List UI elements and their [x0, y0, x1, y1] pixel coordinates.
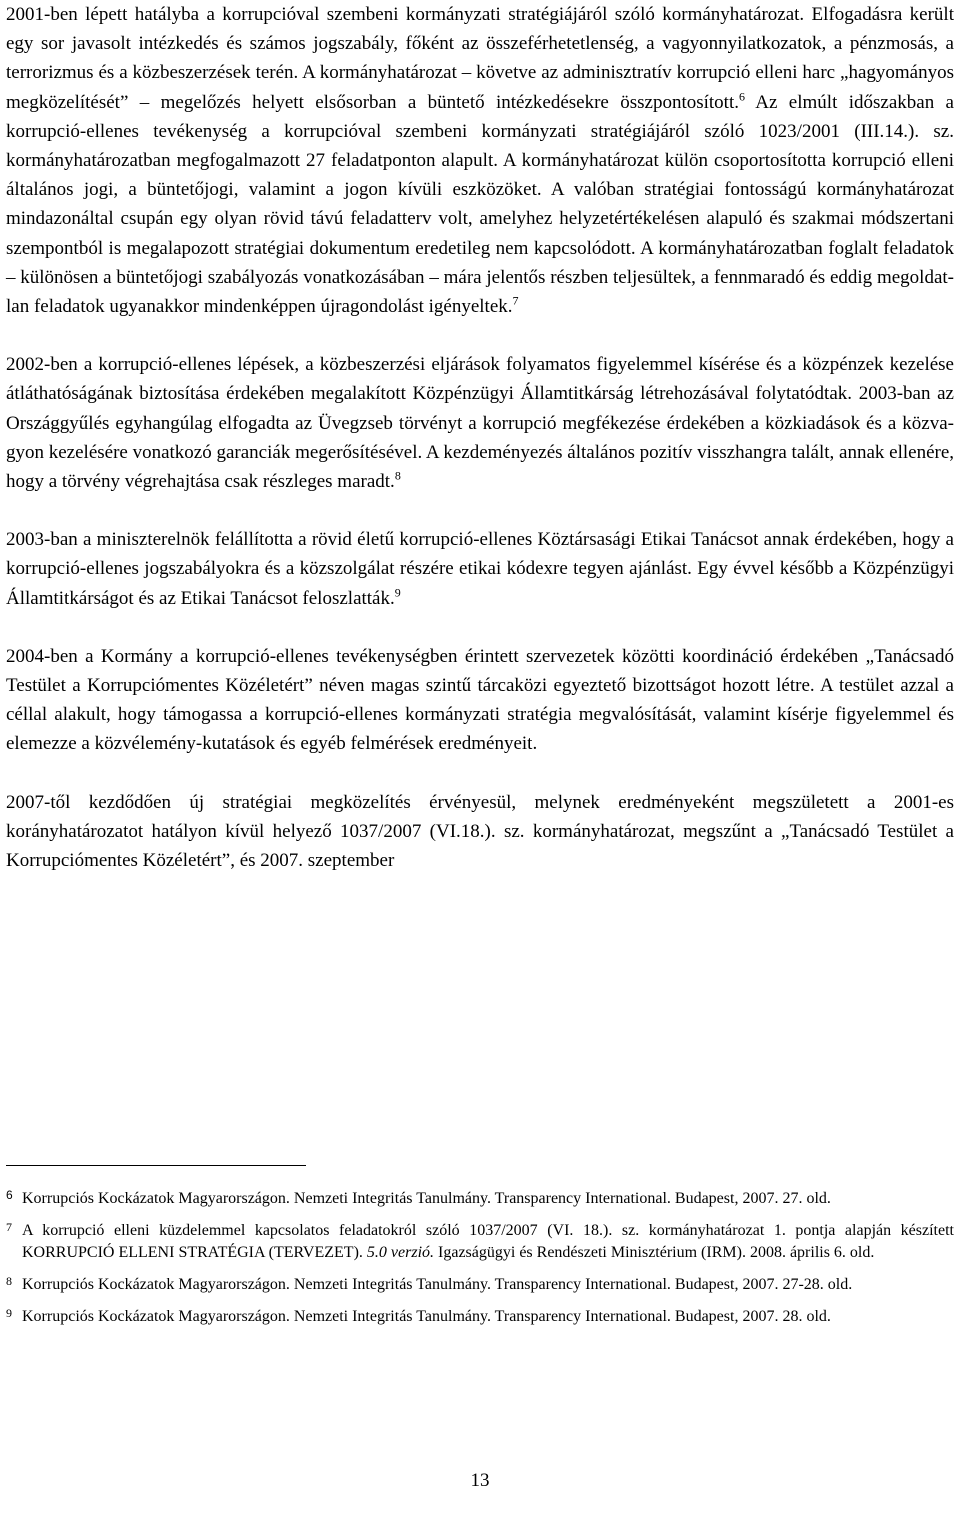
paragraph-4	[6, 642, 954, 759]
footnote-text: Korrupciós Kockázatok Magyarországon. Nemzeti Integritás Tanulmány. Transparency International. Budapest, 2007. 28. old.	[22, 1308, 831, 1325]
paragraph-2	[6, 350, 954, 496]
footnote-text: Igazságügyi és Rendészeti Minisztérium (IRM). 2008. április 6. old.	[434, 1244, 875, 1261]
paragraph-text: 2004-ben a Kormány a korrupció-ellenes tevékenységben érintett szervezetek közötti koordináció érdekében „Tanácsadó Testület a Korrupciómentes Közéletért” néven magas szintű tárcaközi egyeztető bizottságot hozott létre. A testület azzal a céllal alakult, hogy támogassa a korrupció-ellenes kormányzati stratégia megvalósítását, valamint kísérje figyelemmel és elemezze a közvélemény-kutatások és egyéb felmérések eredményeit.	[6, 645, 954, 755]
footnote-7	[6, 1220, 954, 1264]
footnote-8	[6, 1274, 954, 1296]
body-text	[6, 0, 954, 875]
paragraph-text: Az elmúlt időszakban a korrupció-ellenes tevékenység a korrupcióval szembeni kormányzati stratégiájáról szóló 1023/2001 (III.14.). sz. kormányhatározatban megfogalmazott 27 feladatponton alapult. A kormányhatározat külön csoportosította korrupció elleni általános jogi, a büntetőjogi, valamint a jogon kívüli eszközöket. A valóban stratégiai fontosságú kormányhatározat mindazonáltal csupán egy olyan rövid távú feladatterv volt, amelyhez helyzetértékelésen alapuló és szakmai módszertani szempontból is megalapozott stratégiai dokumentum eredetileg nem kapcsolódott. A kormányhatározatban foglalt feladatok – különösen a büntetőjogi szabályozás vonatkozásában – mára jelentős részben teljesültek, a fennmaradó és eddig megoldatlan feladatok ugyanakkor mindenképpen újragondolást igényeltek.	[6, 91, 954, 318]
paragraph-text: 2007-től kezdődően új stratégiai megközelítés érvényesül, melynek eredményeként megszületett a 2001-es korányhatározatot hatályon kívül helyező 1037/2007 (VI.18.). sz. kormányhatározat, megszűnt a „Tanácsadó Testület a Korrupciómentes Közéletért”, és 2007. szeptember	[6, 791, 954, 872]
paragraph-3	[6, 525, 954, 613]
footnote-number: 6	[6, 1188, 13, 1202]
paragraph-text: 2002-ben a korrupció-ellenes lépések, a közbeszerzési eljárások folyamatos figyelemmel kísérése és a közpénzek kezelése átláthatóságának biztosítása érdekében megalakított Közpénzügyi Államtitkárság létrehozásával folytatódtak. 2003-ban az Országgyűlés egyhangúlag elfogadta az Üvegzseb törvényt a korrupció megfékezése érdekében a közkiadások és a közvagyon kezelésére vonatkozó garanciák megerősítésével. A kezdeményezés általános pozitív visszhangra talált, annak ellenére, hogy a törvény végrehajtása csak részleges maradt.	[6, 354, 955, 493]
paragraph-5	[6, 788, 954, 876]
footnote-text: Korrupciós Kockázatok Magyarországon. Nemzeti Integritás Tanulmány. Transparency International. Budapest, 2007. 27-28. old.	[22, 1276, 853, 1293]
footnote-number: 9	[6, 1306, 12, 1320]
page-number: 13	[470, 1470, 490, 1491]
footnote-ref-7[interactable]: 7	[512, 293, 519, 308]
footnote-6	[6, 1188, 954, 1210]
paragraph-1	[6, 0, 954, 321]
footnote-text: Korrupciós Kockázatok Magyarországon. Nemzeti Integritás Tanulmány. Transparency International. Budapest, 2007. 27. old.	[22, 1190, 831, 1207]
footnote-number: 7	[6, 1220, 12, 1234]
footnote-ref-6[interactable]: 6	[738, 89, 745, 104]
paragraph-text: 2003-ban a miniszterelnök felállította a rövid életű korrupció-ellenes Köztársasági Etikai Tanácsot annak érdekében, hogy a korrupció-ellenes jogszabályokra és a közszolgálat részére etikai kódexre tegyen ajánlást. Egy évvel később a Közpénzügyi Államtitkárságot és az Etikai Tanácsot feloszlatták.	[6, 529, 954, 609]
footnote-ref-8[interactable]: 8	[394, 468, 401, 483]
footnote-number: 8	[6, 1274, 12, 1288]
footnote-italic-text: 5.0 verzió.	[366, 1244, 435, 1261]
footnote-divider	[6, 1165, 306, 1166]
paragraph-text: 2001-ben lépett hatályba a korrupcióval szembeni kormányzati stratégiájáról szóló kormányhatározat. Elfogadásra került egy sor javasolt intézkedés és számos jogszabály, főként az összeférhetetlenség, a vagyonnyilatkozatok, a pénzmosás, a terrorizmus és a közbeszerzések terén. A kormányhatározat – követve az adminisztratív korrupció elleni harc „hagyományos megközelítését” – megelőzés helyett elsősorban a büntető intézkedésekre összpontosított.	[6, 4, 954, 113]
footnote-9	[6, 1306, 954, 1328]
footnotes	[6, 1165, 954, 1338]
footnote-text: A korrupció elleni küzdelemmel kapcsolatos feladatokról szóló 1037/2007 (VI. 18.). sz. kormányhatározat 1. pontja alapján készített KORRUPCIÓ ELLENI STRATÉGIA (TERVEZET).	[22, 1222, 954, 1261]
footnote-ref-9[interactable]: 9	[394, 585, 401, 600]
